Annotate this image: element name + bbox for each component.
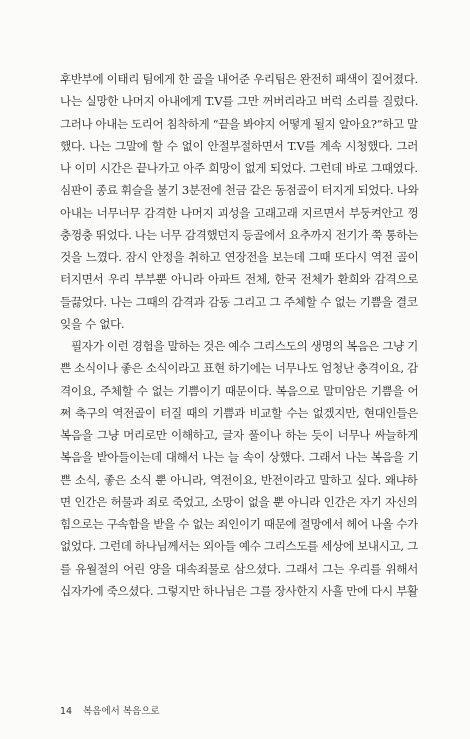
text-line: 아내는 너무너무 감격한 나머지 괴성을 고래고래 지르면서 부둥켜안고 껑	[60, 205, 419, 220]
text-line: 없었다. 그런데 하나님께서는 외아들 예수 그리스도를 세상에 보내시고, 그	[60, 539, 418, 554]
book-title: 복음에서 복음으로	[83, 706, 160, 717]
text-line: 를 유월절의 어린 양을 대속죄물로 삼으셨다. 그래서 그는 우리를 위해서	[60, 561, 418, 576]
text-line: 충껑충 뛰었다. 나는 너무 감격했던지 등골에서 요추까지 전기가 쭉 통하는	[60, 227, 418, 242]
text-line: 터지면서 우리 부부뿐 아니라 아파트 전체, 한국 전체가 환희와 감격으로	[60, 272, 418, 287]
text-line: 격이요, 주체할 수 없는 기쁨이기 때문이다. 복음으로 말미암은 기쁨을 어	[60, 383, 419, 398]
text-line: 복음을 그냥 머리로만 이해하고, 글자 풀이나 하는 듯이 너무나 싸늘하게	[60, 428, 418, 442]
paragraph-start-line: 필자가 이런 경험을 말하는 것은 예수 그리스도의 생명의 복음은 그냥 기	[70, 339, 418, 353]
page-footer	[60, 703, 160, 717]
text-line: 복음을 받아들이는데 대해서 나는 늘 속이 상했다. 그래서 나는 복음을 기	[60, 450, 419, 465]
body-text	[60, 68, 418, 602]
text-line: 잊을 수 없다.	[60, 316, 125, 331]
text-line: 했다. 나는 그말에 할 수 없이 안절부절하면서 T.V를 계속 시청했다. 그러	[60, 138, 419, 153]
text-line: 쩌 축구의 역전골이 터질 때의 기쁨과 비교할 수는 없겠지만, 현대인들은	[60, 405, 418, 420]
text-line: 들끓었다. 나는 그때의 감격과 감동 그리고 그 주체할 수 없는 기쁨을 결코	[60, 294, 418, 309]
text-line: 것을 느꼈다. 잠시 안정을 취하고 연장전을 보는데 그때 또다시 역전 골이	[60, 250, 419, 264]
text-line: 나는 실망한 나머지 아내에게 T.V를 그만 꺼버리라고 버럭 소리를 질렀다.	[60, 94, 419, 109]
text-line: 쁜 소식, 좋은 소식 뿐 아니라, 역전이요, 반전이라고 말하고 싶다. 왜냐하	[60, 472, 418, 487]
text-line: 심판이 종료 휘슬을 불기 3분전에 천금 같은 동점골이 터지게 되었다. 나와	[60, 183, 419, 198]
text-line: 후반부에 이태리 팀에게 한 골을 내어준 우리팀은 완전히 패색이 짙어졌다.	[60, 72, 418, 86]
text-line: 나 이미 시간은 끝나가고 아주 희망이 없게 되었다. 그런데 바로 그때였다.	[60, 161, 418, 175]
text-line: 그러나 아내는 도리어 침착하게 “끝을 봐야지 어떻게 될지 알아요?”하고 말	[60, 116, 418, 131]
text-line: 힘으로는 구속함을 받을 수 없는 죄인이기 때문에 절망에서 헤어 나올 수가	[60, 517, 418, 531]
text-line: 쁜 소식이나 좋은 소식이라고 표현 하기에는 너무나도 엄청난 충격이요, 감	[60, 361, 418, 376]
text-line: 면 인간은 허물과 죄로 죽었고, 소망이 없을 뿐 아니라 인간은 자기 자신의	[60, 494, 418, 509]
text-line: 십자가에 죽으셨다. 그렇지만 하나님은 그를 장사한지 사흘 만에 다시 부활	[60, 583, 418, 598]
page-number: 14	[60, 706, 73, 717]
